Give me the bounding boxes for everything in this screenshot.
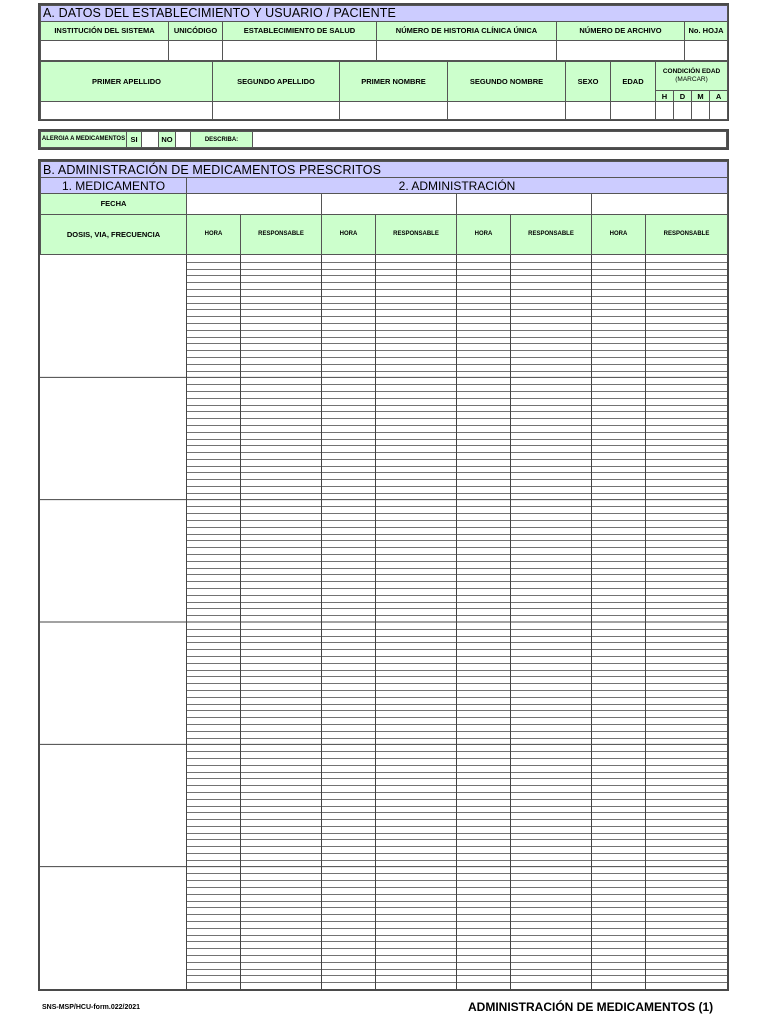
sexo-field[interactable] <box>566 102 611 120</box>
administracion-header: 2. ADMINISTRACIÓN <box>187 178 728 194</box>
responsable-header-3: RESPONSABLE <box>511 214 592 254</box>
condicion-d-field[interactable] <box>674 102 692 120</box>
fecha-field-1[interactable] <box>187 194 322 214</box>
form-title: ADMINISTRACIÓN DE MEDICAMENTOS (1) <box>468 1000 714 1014</box>
hora-header-4: HORA <box>592 214 646 254</box>
segundo-apellido-header: SEGUNDO APELLIDO <box>213 62 340 102</box>
responsable-header-1: RESPONSABLE <box>241 214 322 254</box>
segundo-nombre-field[interactable] <box>448 102 566 120</box>
institucion-field[interactable] <box>41 40 169 60</box>
describa-field[interactable] <box>253 132 727 148</box>
hora-header-2: HORA <box>322 214 376 254</box>
condicion-h: H <box>656 91 674 102</box>
condicion-m: M <box>692 91 710 102</box>
segundo-apellido-field[interactable] <box>213 102 340 120</box>
historia-header: NÚMERO DE HISTORIA CLÍNICA ÚNICA <box>377 21 557 40</box>
sexo-header: SEXO <box>566 62 611 102</box>
section-a <box>38 3 729 121</box>
establecimiento-header: ESTABLECIMIENTO DE SALUD <box>223 21 377 40</box>
fecha-field-2[interactable] <box>322 194 457 214</box>
segundo-nombre-header: SEGUNDO NOMBRE <box>448 62 566 102</box>
alergia-no-box[interactable] <box>176 132 191 148</box>
describa-label: DESCRIBA: <box>191 132 253 148</box>
condicion-d: D <box>674 91 692 102</box>
section-b <box>38 159 729 991</box>
condicion-a: A <box>710 91 728 102</box>
section-b-title: B. ADMINISTRACIÓN DE MEDICAMENTOS PRESCRITOS <box>41 162 728 178</box>
historia-field[interactable] <box>377 40 557 60</box>
unicodigo-header: UNICÓDIGO <box>169 21 223 40</box>
archivo-header: NÚMERO DE ARCHIVO <box>557 21 685 40</box>
primer-nombre-header: PRIMER NOMBRE <box>340 62 448 102</box>
primer-apellido-header: PRIMER APELLIDO <box>41 62 213 102</box>
condicion-edad-header <box>656 62 728 91</box>
edad-field[interactable] <box>611 102 656 120</box>
institucion-header: INSTITUCIÓN DEL SISTEMA <box>41 21 169 40</box>
alergia-no-label: NO <box>159 132 176 148</box>
section-a-title: A. DATOS DEL ESTABLECIMIENTO Y USUARIO / PACIENTE <box>41 6 728 22</box>
hoja-field[interactable] <box>685 40 728 60</box>
hora-header-3: HORA <box>457 214 511 254</box>
responsable-header-2: RESPONSABLE <box>376 214 457 254</box>
hora-header-1: HORA <box>187 214 241 254</box>
primer-apellido-field[interactable] <box>41 102 213 120</box>
alergia-si-label: SI <box>127 132 142 148</box>
edad-header: EDAD <box>611 62 656 102</box>
alergia-label: ALERGIA A MEDICAMENTOS <box>41 132 127 148</box>
condicion-a-field[interactable] <box>710 102 728 120</box>
fecha-field-3[interactable] <box>457 194 592 214</box>
establecimiento-field[interactable] <box>223 40 377 60</box>
primer-nombre-field[interactable] <box>340 102 448 120</box>
unicodigo-field[interactable] <box>169 40 223 60</box>
administration-grid[interactable] <box>40 255 727 989</box>
dosis-header: DOSIS, VIA, FRECUENCIA <box>41 214 187 254</box>
hoja-header: No. HOJA <box>685 21 728 40</box>
alergia-si-box[interactable] <box>142 132 159 148</box>
alergia-row <box>38 129 729 150</box>
medicamento-header: 1. MEDICAMENTO <box>41 178 187 194</box>
fecha-label: FECHA <box>41 194 187 214</box>
condicion-label: CONDICIÓN EDAD <box>662 67 721 75</box>
condicion-h-field[interactable] <box>656 102 674 120</box>
responsable-header-4: RESPONSABLE <box>646 214 728 254</box>
archivo-field[interactable] <box>557 40 685 60</box>
condicion-m-field[interactable] <box>692 102 710 120</box>
marcar-label: (MARCAR) <box>675 76 708 83</box>
form-code: SNS-MSP/HCU-form.022/2021 <box>42 1004 141 1011</box>
fecha-field-4[interactable] <box>592 194 728 214</box>
